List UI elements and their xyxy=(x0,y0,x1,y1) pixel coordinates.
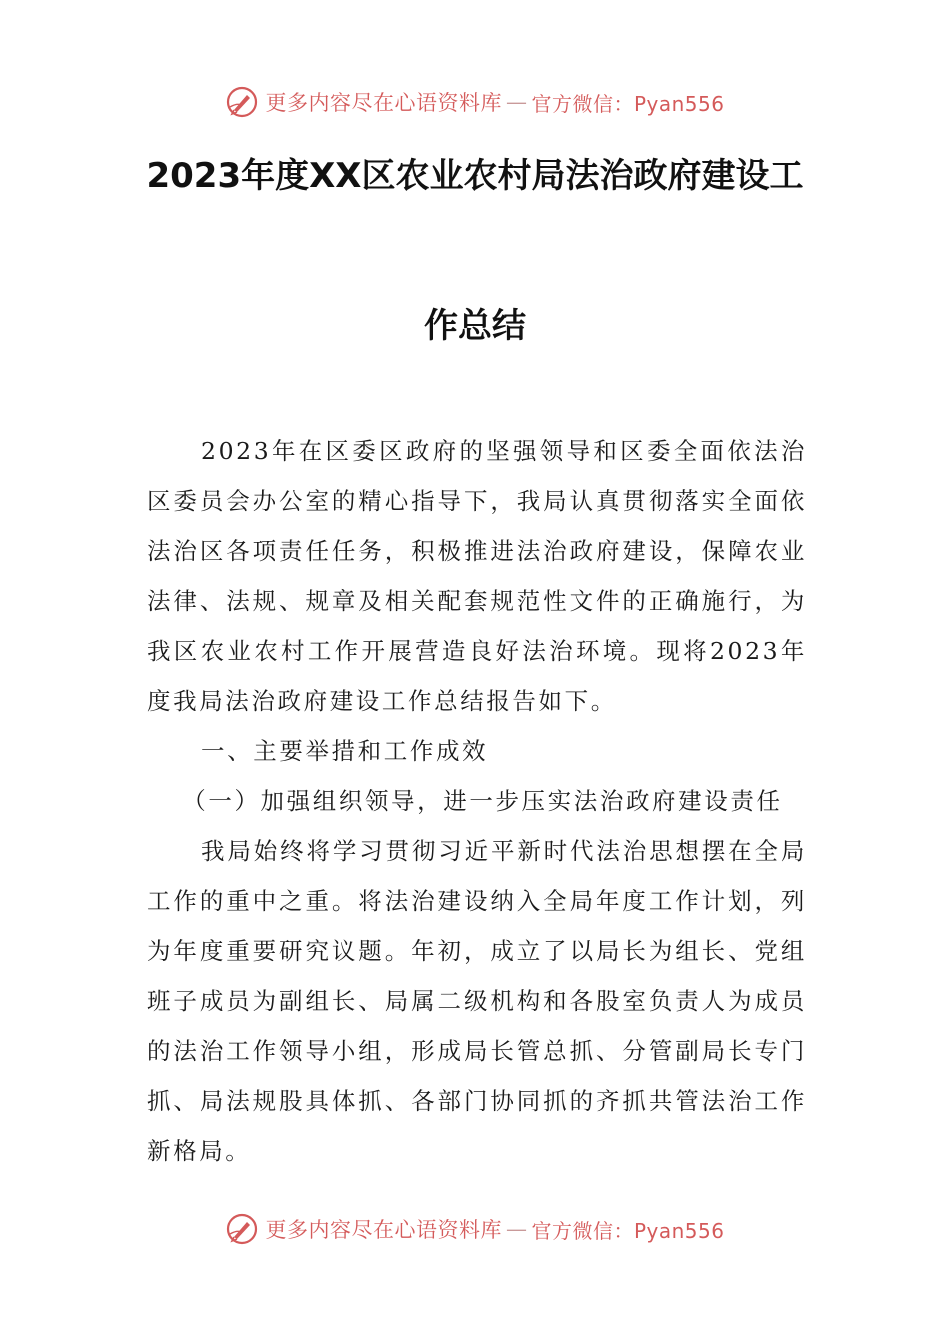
banner-brand-text: 更多内容尽在心语资料库 xyxy=(265,1218,502,1242)
banner-wechat-text: 官方微信：Pyan556 xyxy=(531,1218,725,1243)
pen-logo-icon xyxy=(225,85,259,119)
subsection-heading: （一）加强组织领导，进一步压实法治政府建设责任 xyxy=(182,787,783,815)
watermark-banner-top xyxy=(0,82,950,122)
banner-separator: — xyxy=(505,90,528,114)
banner-brand-text: 更多内容尽在心语资料库 xyxy=(265,91,502,115)
watermark-banner-bottom xyxy=(0,1209,950,1249)
banner-separator: — xyxy=(505,1217,528,1241)
banner-wechat-text: 官方微信：Pyan556 xyxy=(531,91,725,116)
section-heading: 一、主要举措和工作成效 xyxy=(201,737,489,765)
body-paragraph-organization: 我局始终将学习贯彻习近平新时代法治思想摆在全局工作的重中之重。将法治建设纳入全局年度工作计划，列为年度重要研究议题。年初，成立了以局长为组长、党组班子成员为副组长、局属二级机构和各股室负责人为成员的法治工作领导小组，形成局长管总抓、分管副局长专门抓、局法规股具体抓、各部门协同抓的齐抓共管法治工作新格局。 xyxy=(147,837,807,1165)
document-title-line2: 作总结 xyxy=(424,306,526,346)
document-title-line1: 2023年度XX区农业农村局法治政府建设工 xyxy=(146,156,804,196)
body-paragraph-intro: 2023年在区委区政府的坚强领导和区委全面依法治区委员会办公室的精心指导下，我局认真贯彻落实全面依法治区各项责任任务，积极推进法治政府建设，保障农业法律、法规、规章及相关配套规范性文件的正确施行，为我区农业农村工作开展营造良好法治环境。现将2023年度我局法治政府建设工作总结报告如下。 xyxy=(147,437,807,715)
pen-logo-icon xyxy=(225,1212,259,1246)
document-body xyxy=(147,426,807,1176)
